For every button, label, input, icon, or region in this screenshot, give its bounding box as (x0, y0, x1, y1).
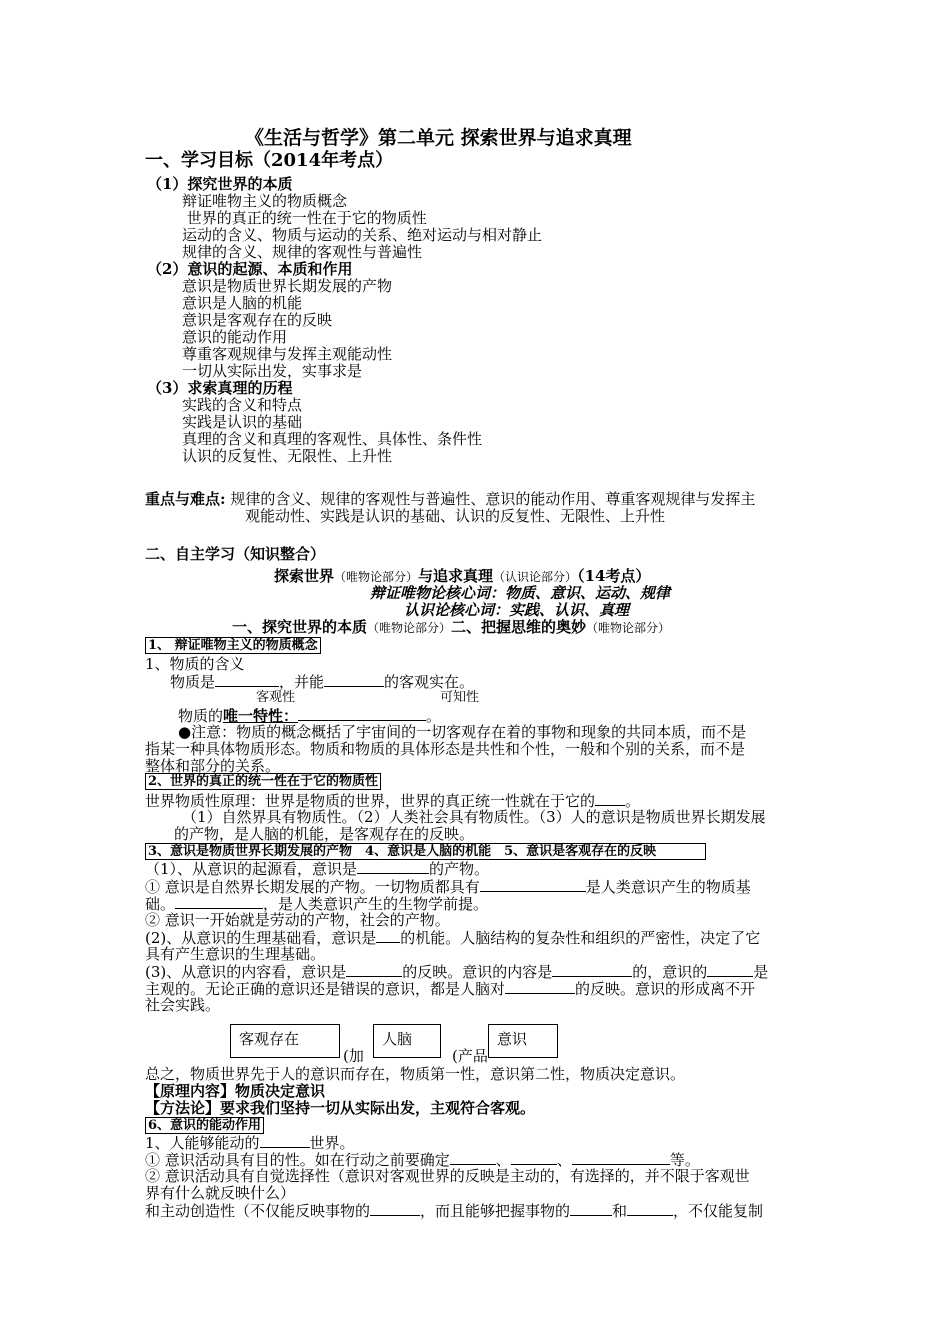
group-2-item: 一切从实际出发，实事求是 (182, 362, 363, 380)
text: 和主动创造性（不仅能反映事物的 (145, 1202, 371, 1220)
flow-arrow-label-1: (加 (343, 1047, 364, 1065)
blank[interactable] (505, 980, 575, 994)
core-words-1: 辩证唯物论核心词：物质、意识、运动、规律 (370, 584, 671, 602)
overview-a-note: （唯物论部分） (334, 570, 419, 584)
focus-line-2: 观能动性、实践是认识的基础、认识的反复性、无限性、上升性 (245, 507, 666, 525)
part-1: 一、探究世界的本质 (232, 618, 368, 636)
group-2-item: 意识是客观存在的反映 (182, 311, 333, 329)
text: 世界。 (309, 1134, 355, 1152)
text: 要求我们坚持一切从实际出发，主观符合客观。 (220, 1099, 536, 1117)
matter-l1: 1、物质的含义 (145, 655, 245, 673)
blank[interactable] (707, 963, 753, 977)
blank[interactable] (370, 1202, 420, 1216)
focus-line-1 (145, 491, 755, 508)
text: ① 意识是自然界长期发展的产物。一切物质都具有 (145, 878, 480, 896)
text: 等。 (669, 1151, 700, 1169)
boxed-heading-6: 6、意识的能动作用 (145, 1117, 264, 1134)
matter-note-2: 指某一种具体物质形态。物质和物质的具体形态是共性和个性，一般和个别的关系，而不是 (145, 740, 746, 758)
overview-b: 与追求真理 (418, 567, 494, 585)
flow-box-brain: 人脑 (373, 1024, 441, 1058)
boxed-heading-2: 2、世界的真正的统一性在于它的物质性 (145, 773, 381, 790)
text: 物质是 (170, 673, 216, 691)
flow-arrow-label-2: (产品 (452, 1047, 488, 1065)
text: 础。 (145, 895, 176, 913)
text: 主观的。无论正确的意识还是错误的意识，都是人脑对 (145, 980, 506, 998)
blank[interactable] (298, 707, 426, 721)
blank[interactable] (570, 1202, 612, 1216)
blank[interactable] (357, 860, 429, 874)
text: （1）、从意识的起源看，意识是 (145, 860, 358, 878)
section-2-heading: 二、自主学习（知识整合） (145, 545, 326, 563)
blank[interactable] (595, 792, 625, 806)
blank[interactable] (572, 1151, 670, 1165)
active-l3: ② 意识活动具有自觉选择性（意识对客观世界的反映是主动的，有选择的，并不限于客观世 (145, 1167, 750, 1185)
text: 世界物质性原理：世界是物质的世界，世界的真正统一性就在于它的 (145, 792, 596, 810)
text: 的客观实在。 (384, 673, 475, 691)
group-2-item: 意识的能动作用 (182, 328, 288, 346)
blank[interactable] (511, 1151, 557, 1165)
text: 。 (625, 792, 641, 810)
text: 的产物。 (429, 860, 490, 878)
group-1-item: 运动的含义、物质与运动的关系、绝对运动与相对静止 (182, 226, 543, 244)
consc-l7 (145, 963, 768, 981)
blank[interactable] (450, 1151, 496, 1165)
consc-l9: 社会实践。 (145, 996, 221, 1014)
blank[interactable] (260, 1134, 310, 1148)
text: 【原理内容】 (145, 1082, 236, 1100)
part-1-note: （唯物论部分） (367, 621, 452, 635)
text: 的机能。人脑结构的复杂性和组织的严密性，决定了它 (400, 929, 761, 947)
group-2-item: 意识是人脑的机能 (182, 294, 303, 312)
group-3-item: 实践的含义和特点 (182, 396, 303, 414)
section-1-heading: 一、学习目标（2014年考点） (145, 150, 394, 171)
text: 物质决定意识 (235, 1082, 326, 1100)
doc-title: 《生活与哲学》第二单元 探索世界与追求真理 (245, 127, 632, 149)
text: 1、人能够能动的 (145, 1134, 260, 1152)
group-2-label: （2）意识的起源、本质和作用 (147, 260, 353, 278)
group-1-item: 规律的含义、规律的客观性与普遍性 (182, 243, 423, 261)
group-3-item: 认识的反复性、无限性、上升性 (182, 447, 393, 465)
text: ① 意识活动具有目的性。如在行动之前要确定 (145, 1151, 450, 1169)
active-l4: 界有什么就反映什么） (145, 1184, 296, 1202)
hint-objective: 客观性 (256, 690, 296, 705)
text: ，而且能够把握事物的 (420, 1202, 571, 1220)
group-2-item: 尊重客观规律与发挥主观能动性 (182, 345, 393, 363)
active-l5 (145, 1202, 763, 1220)
text: 【方法论】 (145, 1099, 221, 1117)
matter-note-1: ●注意：物质的概念概括了宇宙间的一切客观存在着的事物和现象的共同本质，而不是 (178, 723, 747, 741)
text: 唯一特性： (223, 707, 299, 725)
overview-a: 探索世界 (274, 567, 335, 585)
consc-l4: ② 意识一开始就是劳动的产物，社会的产物。 (145, 911, 450, 929)
consc-l8 (145, 980, 755, 998)
text: 。 (426, 707, 442, 725)
focus-text: 规律的含义、规律的客观性与普遍性、意识的能动作用、尊重客观规律与发挥主 (225, 490, 756, 508)
active-l1 (145, 1134, 355, 1152)
text: 的反映。意识的内容是 (402, 963, 553, 981)
text: 、 (556, 1151, 572, 1169)
text: ，不仅能复制 (673, 1202, 764, 1220)
text: 的，意识的 (632, 963, 708, 981)
group-2-item: 意识是物质世界长期发展的产物 (182, 277, 393, 295)
group-1-item: 世界的真正的统一性在于它的物质性 (182, 209, 427, 227)
blank[interactable] (480, 878, 586, 892)
text: ，是人类意识产生的生物学前提。 (263, 895, 489, 913)
core-words-2: 认识论核心词：实践、认识、真理 (404, 601, 630, 619)
group-1-label: （1）探究世界的本质 (147, 175, 293, 193)
text: (2)、从意识的生理基础看，意识是 (145, 929, 377, 947)
boxed-heading-3: 3、意识是物质世界长期发展的产物 4、意识是人脑的机能 5、意识是客观存在的反映 (145, 843, 706, 860)
group-1-item: 辩证唯物主义的物质概念 (182, 192, 348, 210)
blank[interactable] (324, 673, 384, 687)
principle-line (145, 1083, 325, 1100)
flow-box-consciousness: 意识 (488, 1024, 558, 1058)
hint-knowable: 可知性 (440, 690, 480, 705)
overview-c: （14考点） (577, 567, 651, 585)
matter-l2 (170, 673, 474, 691)
blank[interactable] (175, 895, 263, 909)
text: (3)、从意识的内容看，意识是 (145, 963, 347, 981)
focus-label: 重点与难点: (145, 490, 226, 508)
blank[interactable] (552, 963, 632, 977)
boxed-heading-1: 1、 辩证唯物主义的物质概念 (145, 637, 321, 654)
text: 是人类意识产生的物质基 (585, 878, 751, 896)
text: 的反映。意识的形成离不开 (575, 980, 756, 998)
part-2: 二、把握思维的奥妙 (451, 618, 587, 636)
text: ，并能 (279, 673, 325, 691)
method-line (145, 1100, 535, 1117)
text: 和 (612, 1202, 628, 1220)
text: 物质的 (178, 707, 224, 725)
summary-line: 总之，物质世界先于人的意识而存在，物质第一性，意识第二性，物质决定意识。 (145, 1065, 686, 1083)
text: 、 (495, 1151, 511, 1169)
consc-l2 (145, 878, 751, 896)
matter-note-3: 整体和部分的关系。 (145, 757, 281, 775)
consc-l6: 具有产生意识的生理基础。 (145, 945, 326, 963)
unity-l2: （1）自然界具有物质性。（2）人类社会具有物质性。（3）人的意识是物质世界长期发展 (182, 808, 766, 826)
overview-b-note: （认识论部分） (493, 570, 578, 584)
parts-line (232, 619, 670, 637)
group-3-label: （3）求索真理的历程 (147, 379, 293, 397)
flow-box-objective: 客观存在 (230, 1024, 340, 1058)
blank[interactable] (215, 673, 279, 687)
group-3-item: 真理的含义和真理的客观性、具体性、条件性 (182, 430, 483, 448)
text: 是 (753, 963, 769, 981)
group-3-item: 实践是认识的基础 (182, 413, 303, 431)
part-2-note: （唯物论部分） (586, 621, 671, 635)
unity-l3: 的产物，是人脑的机能，是客观存在的反映。 (174, 825, 475, 843)
blank[interactable] (346, 963, 402, 977)
blank[interactable] (627, 1202, 673, 1216)
consc-l1 (145, 860, 489, 878)
blank[interactable] (376, 929, 400, 943)
